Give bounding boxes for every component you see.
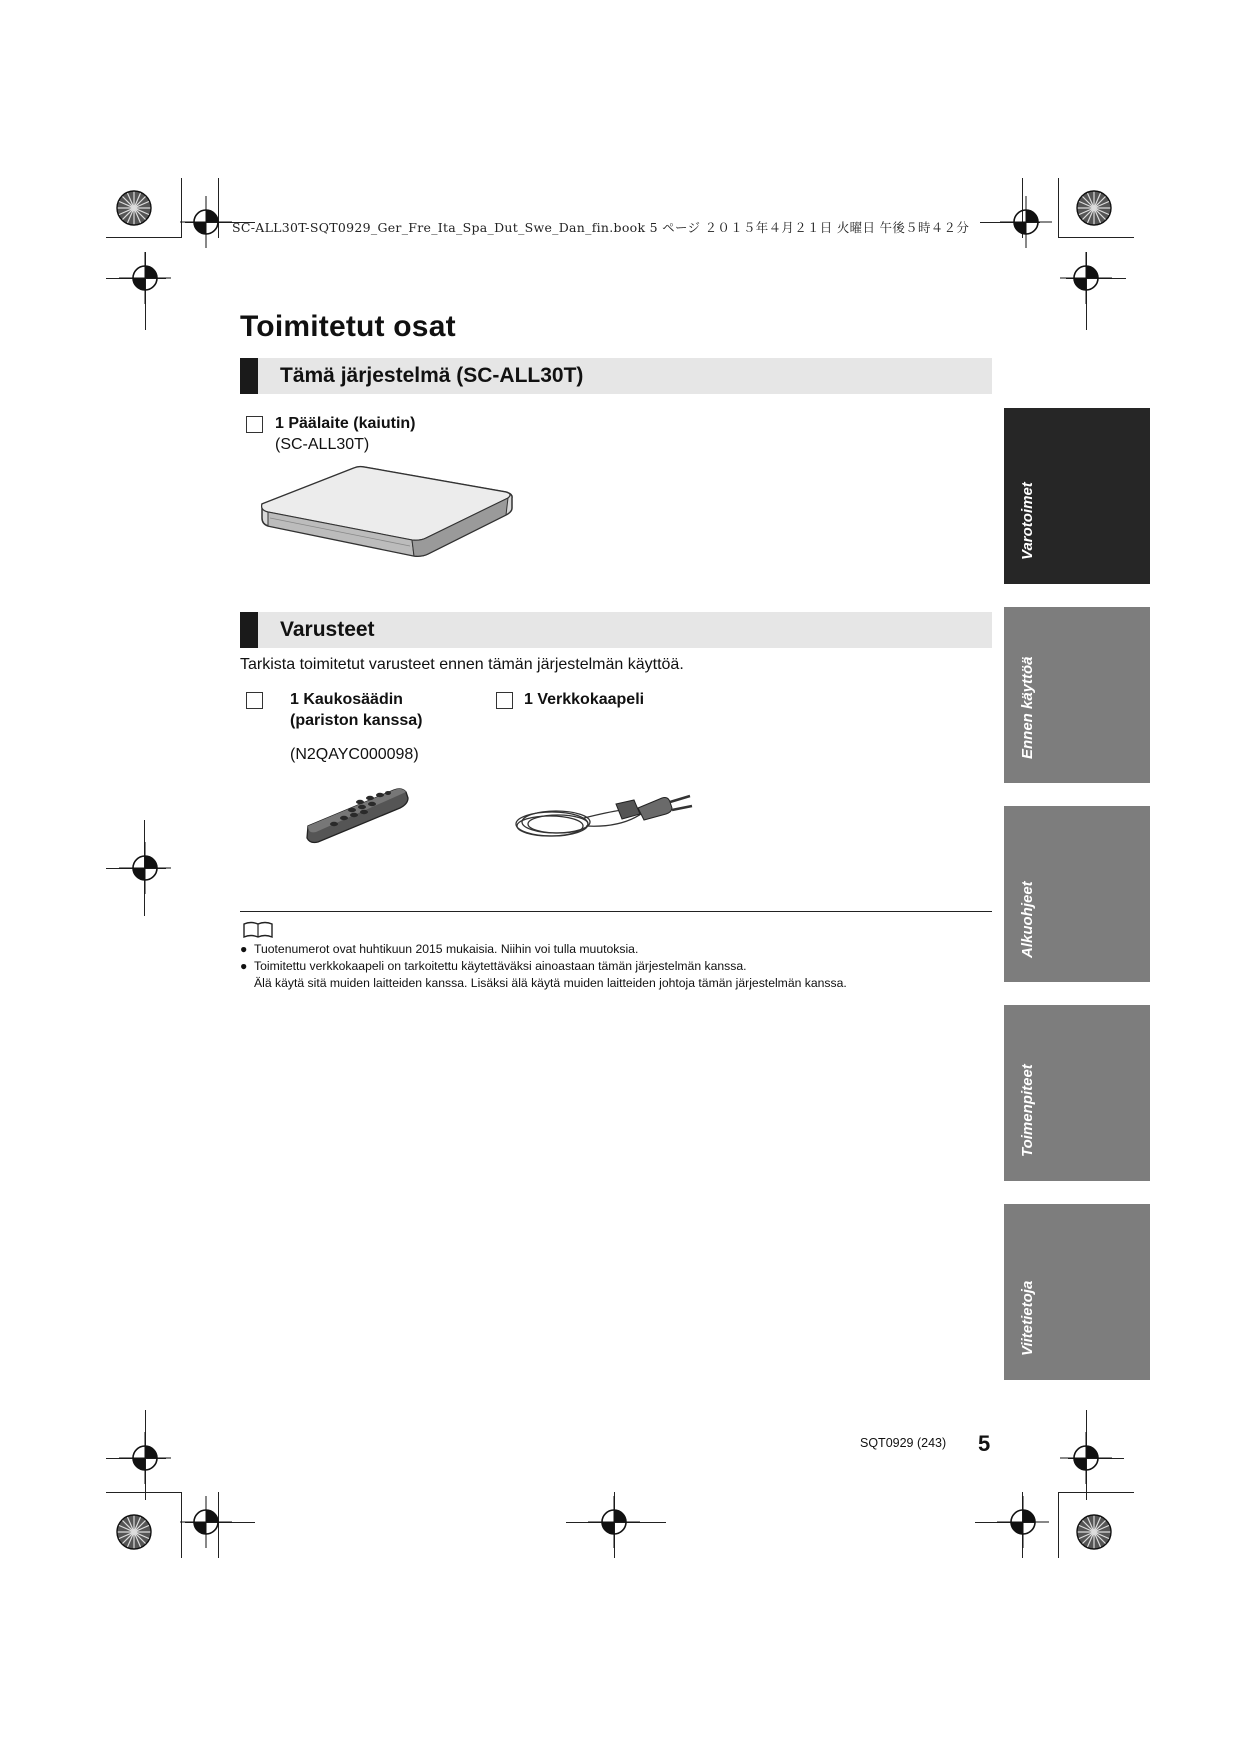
ac-cable-illustration xyxy=(512,782,702,844)
speaker-unit-illustration xyxy=(258,462,518,562)
side-tab-label: Varotoimet xyxy=(1019,482,1036,560)
registration-mark-icon xyxy=(995,1494,1051,1550)
notes-divider xyxy=(240,911,992,912)
book-note-icon xyxy=(242,921,274,939)
checkbox-ac-cable[interactable] xyxy=(496,692,513,709)
note-bullet: ● xyxy=(240,942,248,956)
remote-item xyxy=(290,689,422,765)
color-wheel-mark-icon xyxy=(1075,1513,1113,1551)
side-tab-varotoimet[interactable] xyxy=(1004,408,1150,584)
side-tab-viitetietoja[interactable] xyxy=(1004,1204,1150,1380)
note-item xyxy=(240,958,847,975)
side-tab-label: Viitetietoja xyxy=(1019,1280,1036,1356)
section-heading-label: Varusteet xyxy=(280,618,375,641)
registration-mark-icon xyxy=(117,840,173,896)
note-bullet: ● xyxy=(240,959,248,973)
side-tab-toimenpiteet[interactable] xyxy=(1004,1005,1150,1181)
section-heading-label: Tämä järjestelmä (SC-ALL30T) xyxy=(280,364,584,387)
checkbox-main-unit[interactable] xyxy=(246,416,263,433)
registration-mark-icon xyxy=(1058,250,1114,306)
ac-cable-name: 1 Verkkokaapeli xyxy=(524,691,645,708)
section-heading-system xyxy=(240,358,992,394)
note-text: Toimitettu verkkokaapeli on tarkoitettu käytettäväksi ainoastaan tämän järjestelmän kanssa. xyxy=(254,959,747,973)
section-heading-accessories xyxy=(240,612,992,648)
side-tab-label: Toimenpiteet xyxy=(1019,1064,1036,1157)
page-title: Toimitetut osat xyxy=(240,310,456,343)
registration-mark-icon xyxy=(998,194,1054,250)
accessories-intro: Tarkista toimitetut varusteet ennen tämän järjestelmän käyttöä. xyxy=(240,656,684,673)
ac-cable-item xyxy=(524,689,644,710)
registration-mark-icon xyxy=(117,250,173,306)
registration-mark-icon xyxy=(178,194,234,250)
page-number: 5 xyxy=(978,1431,991,1456)
registration-mark-icon xyxy=(586,1494,642,1550)
color-wheel-mark-icon xyxy=(115,1513,153,1551)
remote-name: 1 Kaukosäädin xyxy=(290,691,403,708)
side-tab-ennen-kayttoa[interactable] xyxy=(1004,607,1150,783)
note-item xyxy=(240,941,847,958)
note-text-continued: Älä käytä sitä muiden laitteiden kanssa. Lisäksi älä käytä muiden laitteiden johtoja tämän järjestelmän kanssa. xyxy=(254,976,847,990)
book-header-line: SC-ALL30T-SQT0929_Ger_Fre_Ita_Spa_Dut_Swe_Dan_fin.book 5 ページ ２０１５年４月２１日 火曜日 午後５時４２分 xyxy=(232,220,970,235)
registration-mark-icon xyxy=(117,1430,173,1486)
side-tab-label: Ennen käyttöä xyxy=(1019,656,1036,759)
note-text: Tuotenumerot ovat huhtikuun 2015 mukaisia. Niihin voi tulla muutoksia. xyxy=(254,942,639,956)
remote-battery-note: (pariston kanssa) xyxy=(290,712,423,729)
notes-list xyxy=(240,941,847,992)
registration-mark-icon xyxy=(178,1494,234,1550)
remote-control-illustration xyxy=(302,782,412,848)
color-wheel-mark-icon xyxy=(1075,189,1113,227)
remote-model: (N2QAYC000098) xyxy=(290,746,419,763)
main-unit-model: (SC-ALL30T) xyxy=(275,436,370,453)
side-tab-label: Alkuohjeet xyxy=(1019,881,1036,958)
section-marker xyxy=(240,358,258,394)
color-wheel-mark-icon xyxy=(115,189,153,227)
registration-mark-icon xyxy=(1058,1430,1114,1486)
main-unit-item xyxy=(275,413,416,455)
section-marker xyxy=(240,612,258,648)
document-code: SQT0929 (243) xyxy=(860,1436,947,1450)
side-tab-alkuohjeet[interactable] xyxy=(1004,806,1150,982)
main-unit-name: 1 Päälaite (kaiutin) xyxy=(275,415,416,432)
checkbox-remote[interactable] xyxy=(246,692,263,709)
